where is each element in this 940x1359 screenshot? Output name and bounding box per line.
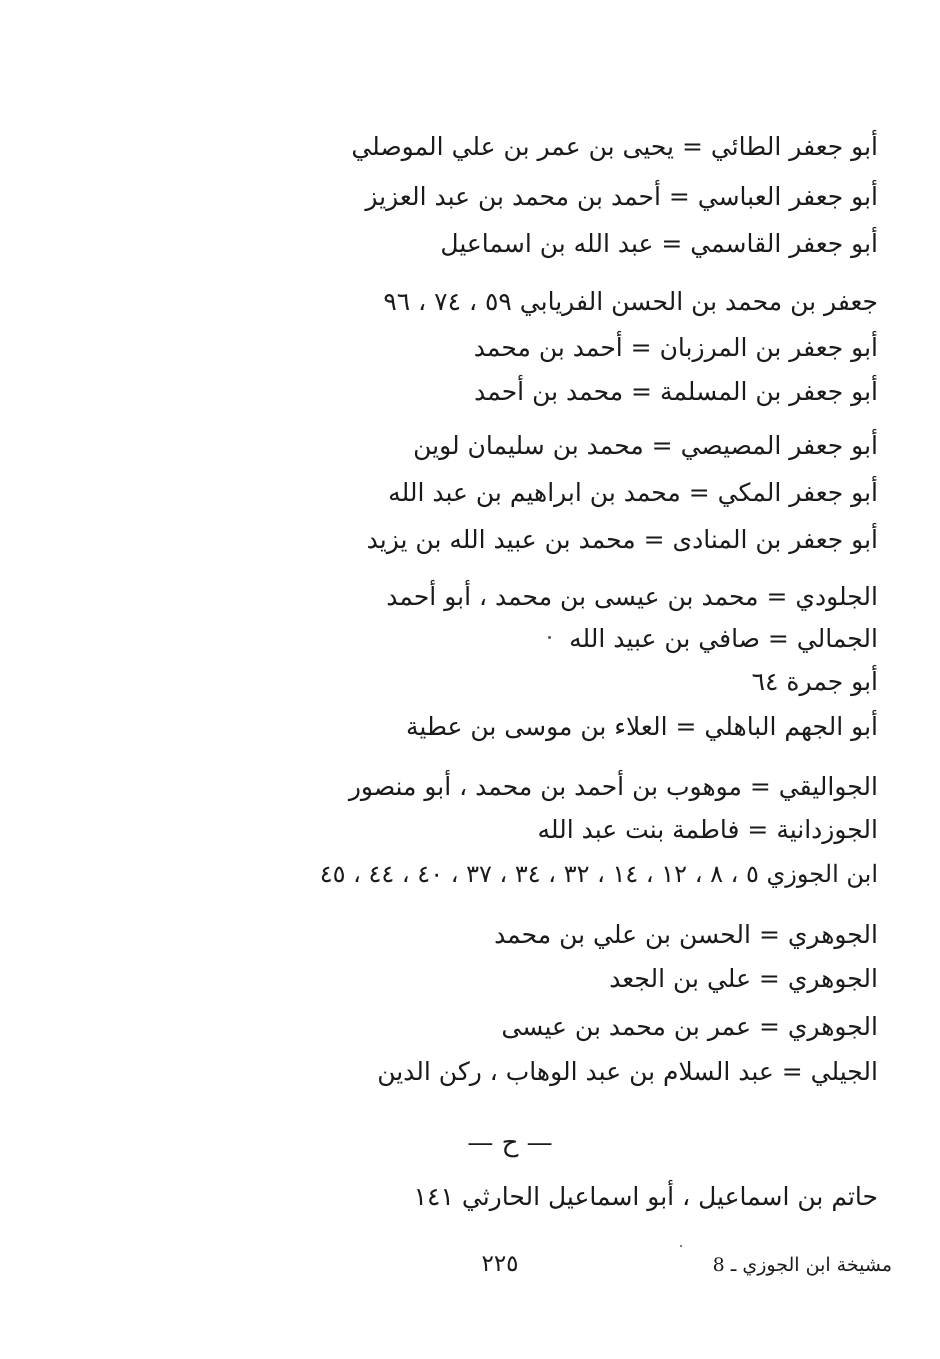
scan-speck	[680, 1245, 682, 1247]
index-entry: جعفر بن محمد بن الحسن الفريابي ٥٩ ، ٧٤ ، ٩٦	[383, 287, 878, 316]
index-entry: الجوهري = علي بن الجعد	[609, 964, 878, 993]
index-entry: أبو جعفر بن المرزبان = أحمد بن محمد	[473, 333, 878, 362]
index-entry: أبو جعفر القاسمي = عبد الله بن اسماعيل	[440, 229, 878, 258]
index-entry: الجلودي = محمد بن عيسى بن محمد ، أبو أحمد	[386, 582, 878, 611]
index-entry: الجوهري = الحسن بن علي بن محمد	[494, 920, 878, 949]
index-entry: الجمالي = صافي بن عبيد الله	[569, 624, 878, 653]
index-entry: ابن الجوزي ٥ ، ٨ ، ١٢ ، ١٤ ، ٣٢ ، ٣٤ ، ٣٧ ، ٤٠ ، ٤٤ ، ٤٥	[319, 860, 878, 888]
index-entry: أبو جعفر بن المسلمة = محمد بن أحمد	[474, 377, 878, 406]
index-entry: أبو جعفر المصيصي = محمد بن سليمان لوين	[413, 431, 878, 460]
index-entry: أبو جعفر الطائي = يحيى بن عمر بن علي الموصلي	[351, 132, 878, 161]
index-entry: حاتم بن اسماعيل ، أبو اسماعيل الحارثي ١٤١	[413, 1182, 878, 1211]
index-entry: أبو جعفر المكي = محمد بن ابراهيم بن عبد الله	[388, 478, 878, 507]
page-number: ٢٢٥	[481, 1251, 519, 1277]
index-entry: الجواليقي = موهوب بن أحمد بن محمد ، أبو منصور	[348, 772, 878, 801]
index-entry: أبو جعفر العباسي = أحمد بن محمد بن عبد العزيز	[365, 182, 878, 211]
index-entry: أبو جمرة ٦٤	[751, 667, 878, 696]
section-heading: — ح —	[467, 1128, 553, 1158]
index-entry: أبو الجهم الباهلي = العلاء بن موسى بن عطية	[406, 712, 878, 741]
scan-speck	[548, 636, 551, 639]
index-entry: الجيلي = عبد السلام بن عبد الوهاب ، ركن الدين	[377, 1057, 878, 1086]
index-entry: الجوزدانية = فاطمة بنت عبد الله	[537, 815, 878, 844]
index-entry: الجوهري = عمر بن محمد بن عيسى	[501, 1012, 878, 1041]
index-entry: أبو جعفر بن المنادى = محمد بن عبيد الله بن يزيد	[366, 525, 878, 554]
footer-book-title: مشيخة ابن الجوزي ـ 8	[712, 1254, 892, 1276]
